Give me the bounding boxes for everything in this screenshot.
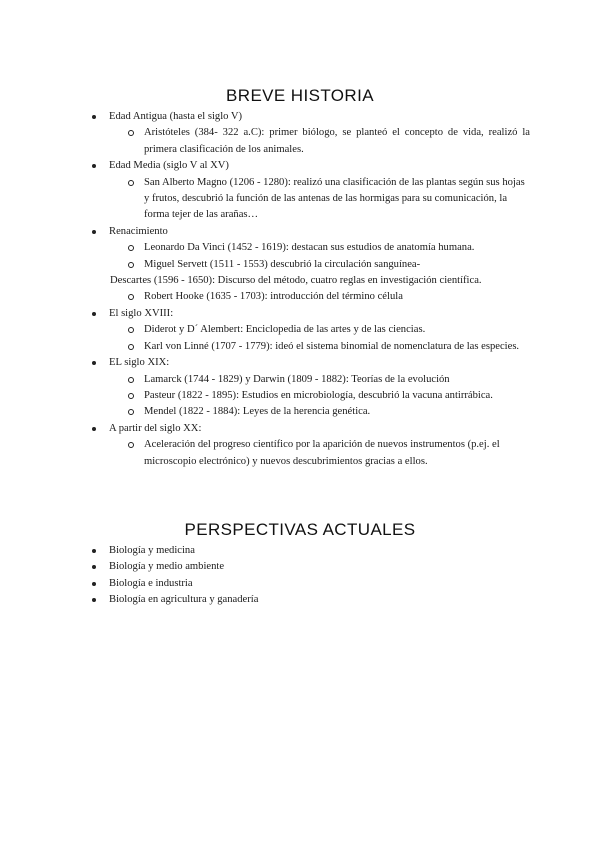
sublist-item	[90, 322, 530, 338]
list-item-xx	[90, 421, 530, 437]
sublist-item-text: Miguel Servett (1511 - 1553) descubrió la circulación sanguínea-	[144, 258, 421, 270]
sublist-item-text: San Alberto Magno (1206 - 1280): realizó una clasificación de las plantas según sus hojas y frutos, descubrió la función de las antenas de las hormigas para su comunicación, la forma tejer de las arañas…	[144, 176, 525, 221]
sublist-item-text: Lamarck (1744 - 1829) y Darwin (1809 - 1882): Teorías de la evolución	[144, 373, 450, 385]
plain-line-descartes	[110, 273, 530, 289]
list-item	[90, 592, 530, 608]
sublist-item	[90, 372, 530, 388]
list-item-renacimiento	[90, 224, 530, 240]
list-item-label: EL siglo XIX:	[109, 357, 170, 369]
list-item-label: Biología e industria	[109, 577, 193, 589]
list-item-label: A partir del siglo XX:	[109, 422, 202, 434]
sublist-item-text: Aceleración del progreso científico por la aparición de nuevos instrumentos (p.ej. el microscopio electrónico) y nuevos descubrimientos gracias a ellos.	[144, 439, 500, 467]
section-title-history: BREVE HISTORIA	[226, 86, 374, 105]
list-item-antigua	[90, 109, 530, 125]
sublist-item	[90, 257, 530, 273]
sublist-item-text: Karl von Linné (1707 - 1779): ideó el sistema binomial de nomenclatura de las especies.	[144, 340, 520, 352]
list-item-media	[90, 158, 530, 174]
list-item	[90, 543, 530, 559]
sublist-item	[90, 175, 530, 224]
list-item-label: Biología y medicina	[109, 545, 195, 556]
sublist-item	[90, 437, 530, 470]
sublist-item-text: Leonardo Da Vinci (1452 - 1619): destacan sus estudios de anatomía humana.	[144, 242, 475, 254]
list-item-label: Edad Media (siglo V al XV)	[109, 160, 229, 172]
list-item-label: Edad Antigua (hasta el siglo V)	[109, 111, 243, 122]
sublist-item-text: Mendel (1822 - 1884): Leyes de la herencia genética.	[144, 406, 371, 418]
list-item-label: Biología en agricultura y ganadería	[109, 594, 259, 606]
list-item-label: El siglo XVIII:	[109, 307, 174, 319]
list-item-xviii	[90, 306, 530, 322]
sublist-item-text: Pasteur (1822 - 1895): Estudios en microbiología, descubrió la vacuna antirrábica.	[144, 389, 493, 401]
list-item	[90, 559, 530, 575]
list-item	[90, 576, 530, 592]
history-list	[90, 109, 530, 470]
sublist-item-text: Robert Hooke (1635 - 1703): introducción del término célula	[144, 291, 403, 303]
list-item-xix	[90, 355, 530, 371]
sublist-item	[90, 388, 530, 404]
sublist-item	[90, 339, 530, 355]
sublist-item	[90, 240, 530, 256]
sublist-item-text: Aristóteles (384- 322 a.C): primer biólogo, se planteó el concepto de vida, realizó la primera clasificación de los animales.	[144, 127, 530, 155]
sublist-item-text: Diderot y D´ Alembert: Enciclopedia de las artes y de las ciencias.	[144, 324, 426, 336]
perspectives-list	[90, 543, 530, 609]
sublist-item	[90, 125, 530, 158]
section-title-perspectives: PERSPECTIVAS ACTUALES	[184, 520, 416, 539]
sublist-item	[90, 289, 530, 305]
list-item-label: Renacimiento	[109, 225, 168, 237]
plain-line-text: Descartes (1596 - 1650): Discurso del método, cuatro reglas en investigación científica.	[110, 275, 482, 287]
list-item-label: Biología y medio ambiente	[109, 561, 225, 573]
sublist-item	[90, 404, 530, 420]
